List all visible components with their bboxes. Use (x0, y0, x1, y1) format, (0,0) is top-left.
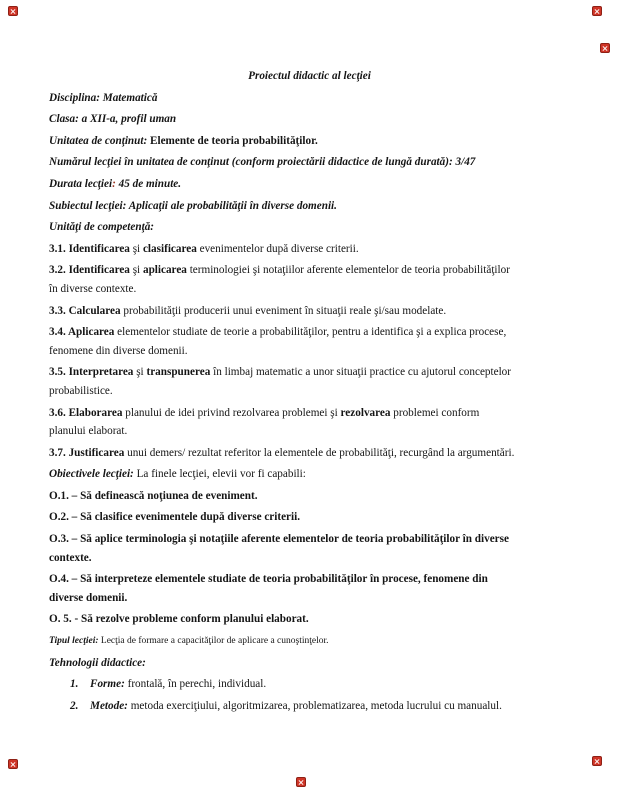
text-run: rezolvarea (340, 406, 391, 419)
paragraph (49, 261, 570, 298)
text-run: 2. (70, 699, 79, 712)
paragraph (49, 570, 570, 607)
paragraph (49, 110, 570, 129)
text-run: Clasa: a XII-a, profil uman (49, 113, 177, 126)
text-run: O. 5. - Să rezolve probleme conform planului elaborat. (49, 613, 309, 626)
text-line (49, 110, 570, 129)
text-run: Subiectul lecţiei: Aplicaţii ale probabilităţii în diverse domenii. (49, 199, 337, 212)
text-line (49, 549, 570, 568)
text-run: elementelor studiate de teorie a probabilităţilor, pentru a identifica şi a explica procese, (114, 326, 507, 339)
text-run: 3.4. Aplicarea (49, 326, 115, 339)
text-run: probabilistice. (49, 384, 113, 397)
text-run: Tehnologii didactice: (49, 656, 146, 669)
text-line (49, 363, 570, 382)
text-line (70, 697, 570, 716)
paragraph (49, 153, 570, 172)
paragraph (49, 89, 570, 108)
text-run: planului de idei privind rezolvarea problemei şi (122, 406, 341, 419)
text-line (49, 589, 570, 608)
text-run: Obiectivele lecţiei: (49, 468, 134, 481)
text-run: aplicarea (142, 264, 187, 277)
paragraph (49, 240, 570, 259)
text-run: terminologiei şi notaţiilor aferente elementelor de teoria probabilităţilor (186, 264, 510, 277)
text-line (49, 153, 570, 172)
text-run: 3.5. Interpretarea (49, 366, 134, 379)
text-run: Forme: (90, 678, 125, 691)
paragraph (49, 323, 570, 360)
text-run: în diverse contexte. (49, 282, 137, 295)
paragraph (49, 610, 570, 629)
text-run: transpunerea (146, 366, 211, 379)
paragraph (49, 675, 570, 694)
text-run: metoda exerciţiului, algoritmizarea, problematizarea, metoda lucrului cu manualul. (127, 699, 502, 712)
text-run: planului elaborat. (49, 425, 128, 438)
text-run: fenomene din diverse domenii. (49, 344, 188, 357)
text-run: 3.1. Identificarea (49, 242, 130, 255)
text-run: unui demers/ rezultat referitor la elementele de probabilităţi, recurgând la argumentări. (124, 446, 515, 459)
text-run: frontală, în perechi, individual. (124, 678, 267, 691)
text-line (49, 422, 570, 441)
text-line (49, 323, 570, 342)
text-run: 3.7. Justificarea (49, 446, 125, 459)
broken-image-icon (592, 756, 602, 766)
text-line (49, 465, 570, 484)
text-run: O.2. – Să clasifice evenimentele după diverse criterii. (49, 511, 301, 524)
paragraph (49, 632, 570, 651)
text-run: 45 de minute. (115, 177, 182, 190)
broken-image-icon (296, 777, 306, 787)
paragraph (49, 487, 570, 506)
text-line (49, 240, 570, 259)
text-line (49, 197, 570, 216)
text-run: diverse domenii. (49, 591, 128, 604)
text-run: Disciplina: Matematică (49, 91, 158, 104)
broken-image-icon (8, 759, 18, 769)
text-run: 3.2. Identificarea (49, 264, 130, 277)
text-run: clasificarea (142, 242, 197, 255)
text-line (49, 654, 570, 673)
text-line (49, 487, 570, 506)
text-run: Elemente de teoria probabilităţilor. (147, 134, 318, 147)
paragraph (49, 363, 570, 400)
text-run: în limbaj matematic a unor situaţii practice cu ajutorul conceptelor (210, 366, 512, 379)
text-line (49, 382, 570, 401)
text-run: : (112, 177, 116, 190)
text-line (49, 610, 570, 629)
text-run: Proiectul didactic al lecţiei (248, 70, 371, 82)
broken-image-icon (600, 43, 610, 53)
paragraph (49, 302, 570, 321)
paragraph (49, 67, 570, 86)
text-line (49, 175, 570, 194)
text-line (49, 302, 570, 321)
text-run: contexte. (49, 551, 92, 564)
text-run: 3.3. Calcularea (49, 304, 121, 317)
paragraph (49, 175, 570, 194)
text-line (49, 444, 570, 463)
text-run: 1. (70, 678, 79, 691)
document-body (49, 67, 570, 718)
text-line (49, 67, 570, 86)
text-run: probabilităţii producerii unui eveniment în situaţii reale şi/sau modelate. (120, 304, 447, 317)
paragraph (49, 654, 570, 673)
text-line (49, 280, 570, 299)
text-run: problemei conform (390, 406, 480, 419)
text-run: Lecţia de formare a capacităţilor de aplicare a cunoştinţelor. (98, 636, 329, 647)
text-line (49, 530, 570, 549)
text-run: şi (129, 242, 143, 255)
text-run: evenimentelor după diverse criterii. (196, 242, 359, 255)
paragraph (49, 697, 570, 716)
text-line (49, 261, 570, 280)
text-run: Unitatea de conţinut: (49, 134, 148, 147)
text-line (49, 404, 570, 423)
paragraph (49, 465, 570, 484)
text-line (49, 632, 570, 651)
text-run: O.1. – Să definească noţiunea de eveniment. (49, 489, 258, 502)
text-run: O.3. – Să aplice terminologia şi notaţiile aferente elementelor de teoria probabilităţilor în diverse (49, 533, 509, 546)
text-run: O.4. – Să interpreteze elementele studiate de teoria probabilităţilor în procese, fenomene din (49, 573, 488, 586)
text-run: Numărul lecţiei în unitatea de conţinut (conform proiectării didactice de lungă durată): 3/47 (49, 156, 476, 169)
paragraph (49, 404, 570, 441)
text-run: Durata lecţiei (49, 177, 113, 190)
text-line (49, 132, 570, 151)
text-line (49, 508, 570, 527)
text-run: Metode: (90, 699, 128, 712)
text-run: şi (133, 366, 147, 379)
text-line (70, 675, 570, 694)
text-line (49, 89, 570, 108)
text-run: şi (129, 264, 143, 277)
broken-image-icon (8, 6, 18, 16)
paragraph (49, 444, 570, 463)
text-run: 3.6. Elaborarea (49, 406, 123, 419)
broken-image-icon (592, 6, 602, 16)
text-run: Unităţi de competenţă: (49, 221, 155, 234)
paragraph (49, 218, 570, 237)
paragraph (49, 508, 570, 527)
paragraph (49, 132, 570, 151)
text-line (49, 218, 570, 237)
text-line (49, 342, 570, 361)
text-run: Tipul lecţiei: (49, 636, 99, 647)
paragraph (49, 197, 570, 216)
text-line (49, 570, 570, 589)
paragraph (49, 530, 570, 567)
text-run: La finele lecţiei, elevii vor fi capabili: (133, 468, 306, 481)
